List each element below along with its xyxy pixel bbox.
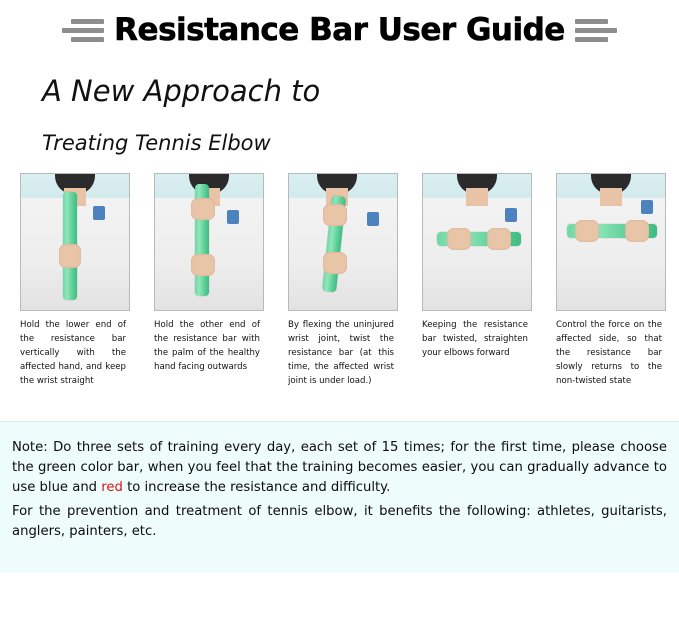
page-title: Resistance Bar User Guide bbox=[114, 12, 565, 48]
step-item bbox=[154, 173, 264, 407]
step-item bbox=[422, 173, 532, 407]
step-item bbox=[20, 173, 130, 407]
note-text-part-2: to increase the resistance and difficulty. bbox=[122, 480, 391, 496]
step-caption: Control the force on the affected side, so that the resistance bar slowly returns to the non-twisted state bbox=[556, 319, 662, 386]
step-photo-3 bbox=[288, 173, 398, 311]
step-photo-1 bbox=[20, 173, 130, 311]
note-paragraph-1 bbox=[12, 438, 667, 498]
subheading-line-1: A New Approach to bbox=[42, 74, 321, 108]
step-photo-5 bbox=[556, 173, 666, 311]
note-paragraph-2: For the prevention and treatment of tennis elbow, it benefits the following: athletes, guitarists, anglers, painters, etc. bbox=[12, 504, 667, 540]
step-caption: Hold the lower end of the resistance bar vertically with the affected hand, and keep the wrist straight bbox=[20, 319, 126, 386]
step-caption: Keeping the resistance bar twisted, straighten your elbows forward bbox=[422, 319, 528, 358]
step-caption: Hold the other end of the resistance bar with the palm of the healthy hand facing outwards bbox=[154, 319, 260, 372]
note-block bbox=[0, 421, 679, 573]
step-photo-2 bbox=[154, 173, 264, 311]
step-photo-4 bbox=[422, 173, 532, 311]
subheading-line-2: Treating Tennis Elbow bbox=[42, 130, 271, 155]
triple-bar-icon-left bbox=[62, 19, 104, 42]
step-caption: By flexing the uninjured wrist joint, twist the resistance bar (at this time, the affected wrist joint is under load.) bbox=[288, 319, 394, 386]
step-item bbox=[556, 173, 666, 407]
step-item bbox=[288, 173, 398, 407]
subheading-block bbox=[0, 54, 679, 155]
steps-band bbox=[0, 173, 679, 407]
note-highlight-red: red bbox=[101, 480, 123, 496]
triple-bar-icon-right bbox=[575, 19, 617, 42]
page-header bbox=[0, 0, 679, 54]
note-text-part-1: Note: Do three sets of training every day, each set of 15 times; for the first time, please choose the green color bar, when you feel that the training becomes easier, you can gradually advance to use blue and bbox=[12, 439, 667, 496]
